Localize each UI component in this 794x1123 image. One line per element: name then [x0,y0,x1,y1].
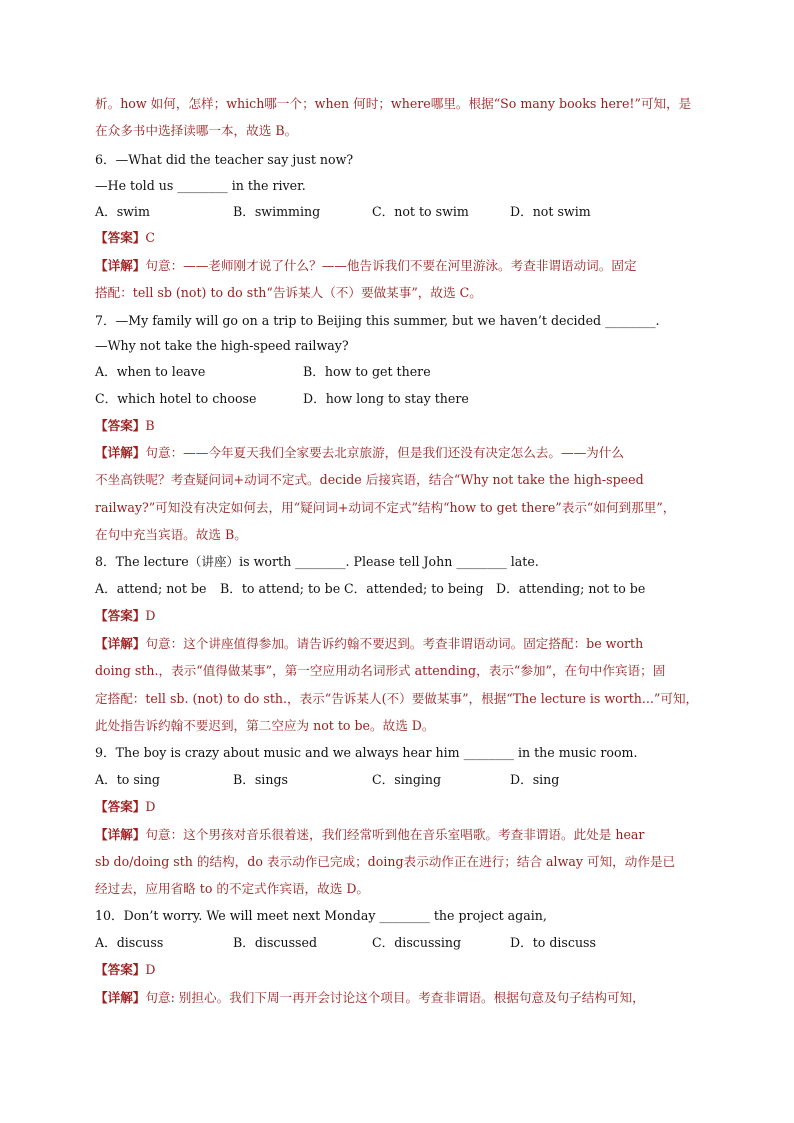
question-7-stem-line2: —Why not take the high-speed railway? [95,338,349,353]
explanation-text: 句意：——老师刚才说了什么？——他告诉我们不要在河里游泳。考查非谓语动词。固定 [145,258,637,273]
question-6-stem-line2: —He told us ________ in the river. [95,178,306,193]
option-c: C．singing [372,772,442,787]
question-7-stem: 7．—My family will go on a trip to Beijing this summer, but we haven’t decided ________. [95,313,660,328]
explanation-text: 句意: 别担心。我们下周一再开会讨论这个项目。考查非谓语。根据句意及句子结构可知， [145,990,645,1005]
detail-tag: 【详解】 [95,258,146,273]
option-a: A．swim [95,204,150,219]
explanation-line: doing sth.，表示“值得做某事”，第一空应用动名词形式 attending，表示“参加”，在句中作宾语；固 [95,663,666,678]
explanation-line [95,257,705,275]
option-b: B．sings [233,772,288,787]
explanation-line: 此处指告诉约翰不要迟到，第二空应为 not to be。故选 D。 [95,718,435,733]
explanation-line: 在句中充当宾语。故选 B。 [95,527,247,542]
detail-tag: 【详解】 [95,445,146,460]
explanation-line: 经过去，应用省略 to 的不定式作宾语，故选 D。 [95,881,370,896]
option-c: C．discussing [372,935,462,950]
question-8-stem: 8．The lecture（讲座）is worth ________. Please tell John ________ late. [95,554,539,569]
answer-line [95,798,705,816]
option-c: C．which hotel to choose [95,391,257,406]
answer-value: D [145,962,156,977]
explanation-line: railway?”可知没有决定如何去，用“疑问词+动词不定式”结构“how to get there”表示“如何到那里”， [95,500,676,515]
option-c: C．attended; to being [344,581,484,596]
answer-value: D [145,799,156,814]
option-a: A．when to leave [95,364,206,379]
option-a: A．discuss [95,935,164,950]
explanation-text: 句意：——今年夏天我们全家要去北京旅游，但是我们还没有决定怎么去。——为什么 [145,445,624,460]
explanation-line [95,635,705,653]
answer-tag: 【答案】 [95,230,146,245]
explanation-line [95,826,705,844]
question-10-stem: 10．Don’t worry. We will meet next Monday ________ the project again, [95,908,547,923]
answer-value: B [145,418,155,433]
explanation-text: 句意：这个男孩对音乐很着迷，我们经常听到他在音乐室唱歌。考查非谓语。此处是 hear [145,827,645,842]
option-c: C．not to swim [372,204,469,219]
explanation-line [95,444,705,462]
explanation-line: 在众多书中选择读哪一本，故选 B。 [95,123,298,138]
detail-tag: 【详解】 [95,636,146,651]
question-9-stem: 9．The boy is crazy about music and we always hear him ________ in the music room. [95,745,638,760]
option-b: B．to attend; to be [220,581,341,596]
explanation-line: sb do/doing sth 的结构，do 表示动作已完成；doing表示动作正在进行；结合 alway 可知，动作是已 [95,854,676,869]
explanation-text: 句意：这个讲座值得参加。请告诉约翰不要迟到。考查非谓语动词。固定搭配：be worth [145,636,644,651]
answer-tag: 【答案】 [95,799,146,814]
answer-value: C [145,230,156,245]
answer-tag: 【答案】 [95,418,146,433]
option-b: B．discussed [233,935,318,950]
option-d: D．how long to stay there [303,391,469,406]
question-6-stem: 6．—What did the teacher say just now? [95,152,354,167]
option-d: D．attending; not to be [496,581,646,596]
option-a: A．to sing [95,772,160,787]
answer-line [95,607,705,625]
explanation-line: 不坐高铁呢？考查疑问词+动词不定式。decide 后接宾语，结合“Why not take the high-speed [95,472,644,487]
option-d: D．sing [510,772,560,787]
explanation-line [95,989,705,1007]
option-b: B．how to get there [303,364,431,379]
answer-value: D [145,608,156,623]
option-b: B．swimming [233,204,321,219]
explanation-line: 搭配：tell sb (not) to do sth“告诉某人（不）要做某事”，故选 C。 [95,285,482,300]
option-d: D．not swim [510,204,591,219]
detail-tag: 【详解】 [95,990,146,1005]
explanation-line: 析。how 如何，怎样；which哪一个；when 何时；where哪里。根据“So many books here!”可知，是 [95,96,692,111]
answer-line [95,417,705,435]
answer-tag: 【答案】 [95,608,146,623]
option-a: A．attend; not be [95,581,207,596]
explanation-line: 定搭配：tell sb. (not) to do sth.，表示“告诉某人(不）要做某事”，根据“The lecture is worth...”可知， [95,691,699,706]
option-d: D．to discuss [510,935,596,950]
answer-line [95,961,705,979]
answer-tag: 【答案】 [95,962,146,977]
answer-line [95,229,705,247]
detail-tag: 【详解】 [95,827,146,842]
